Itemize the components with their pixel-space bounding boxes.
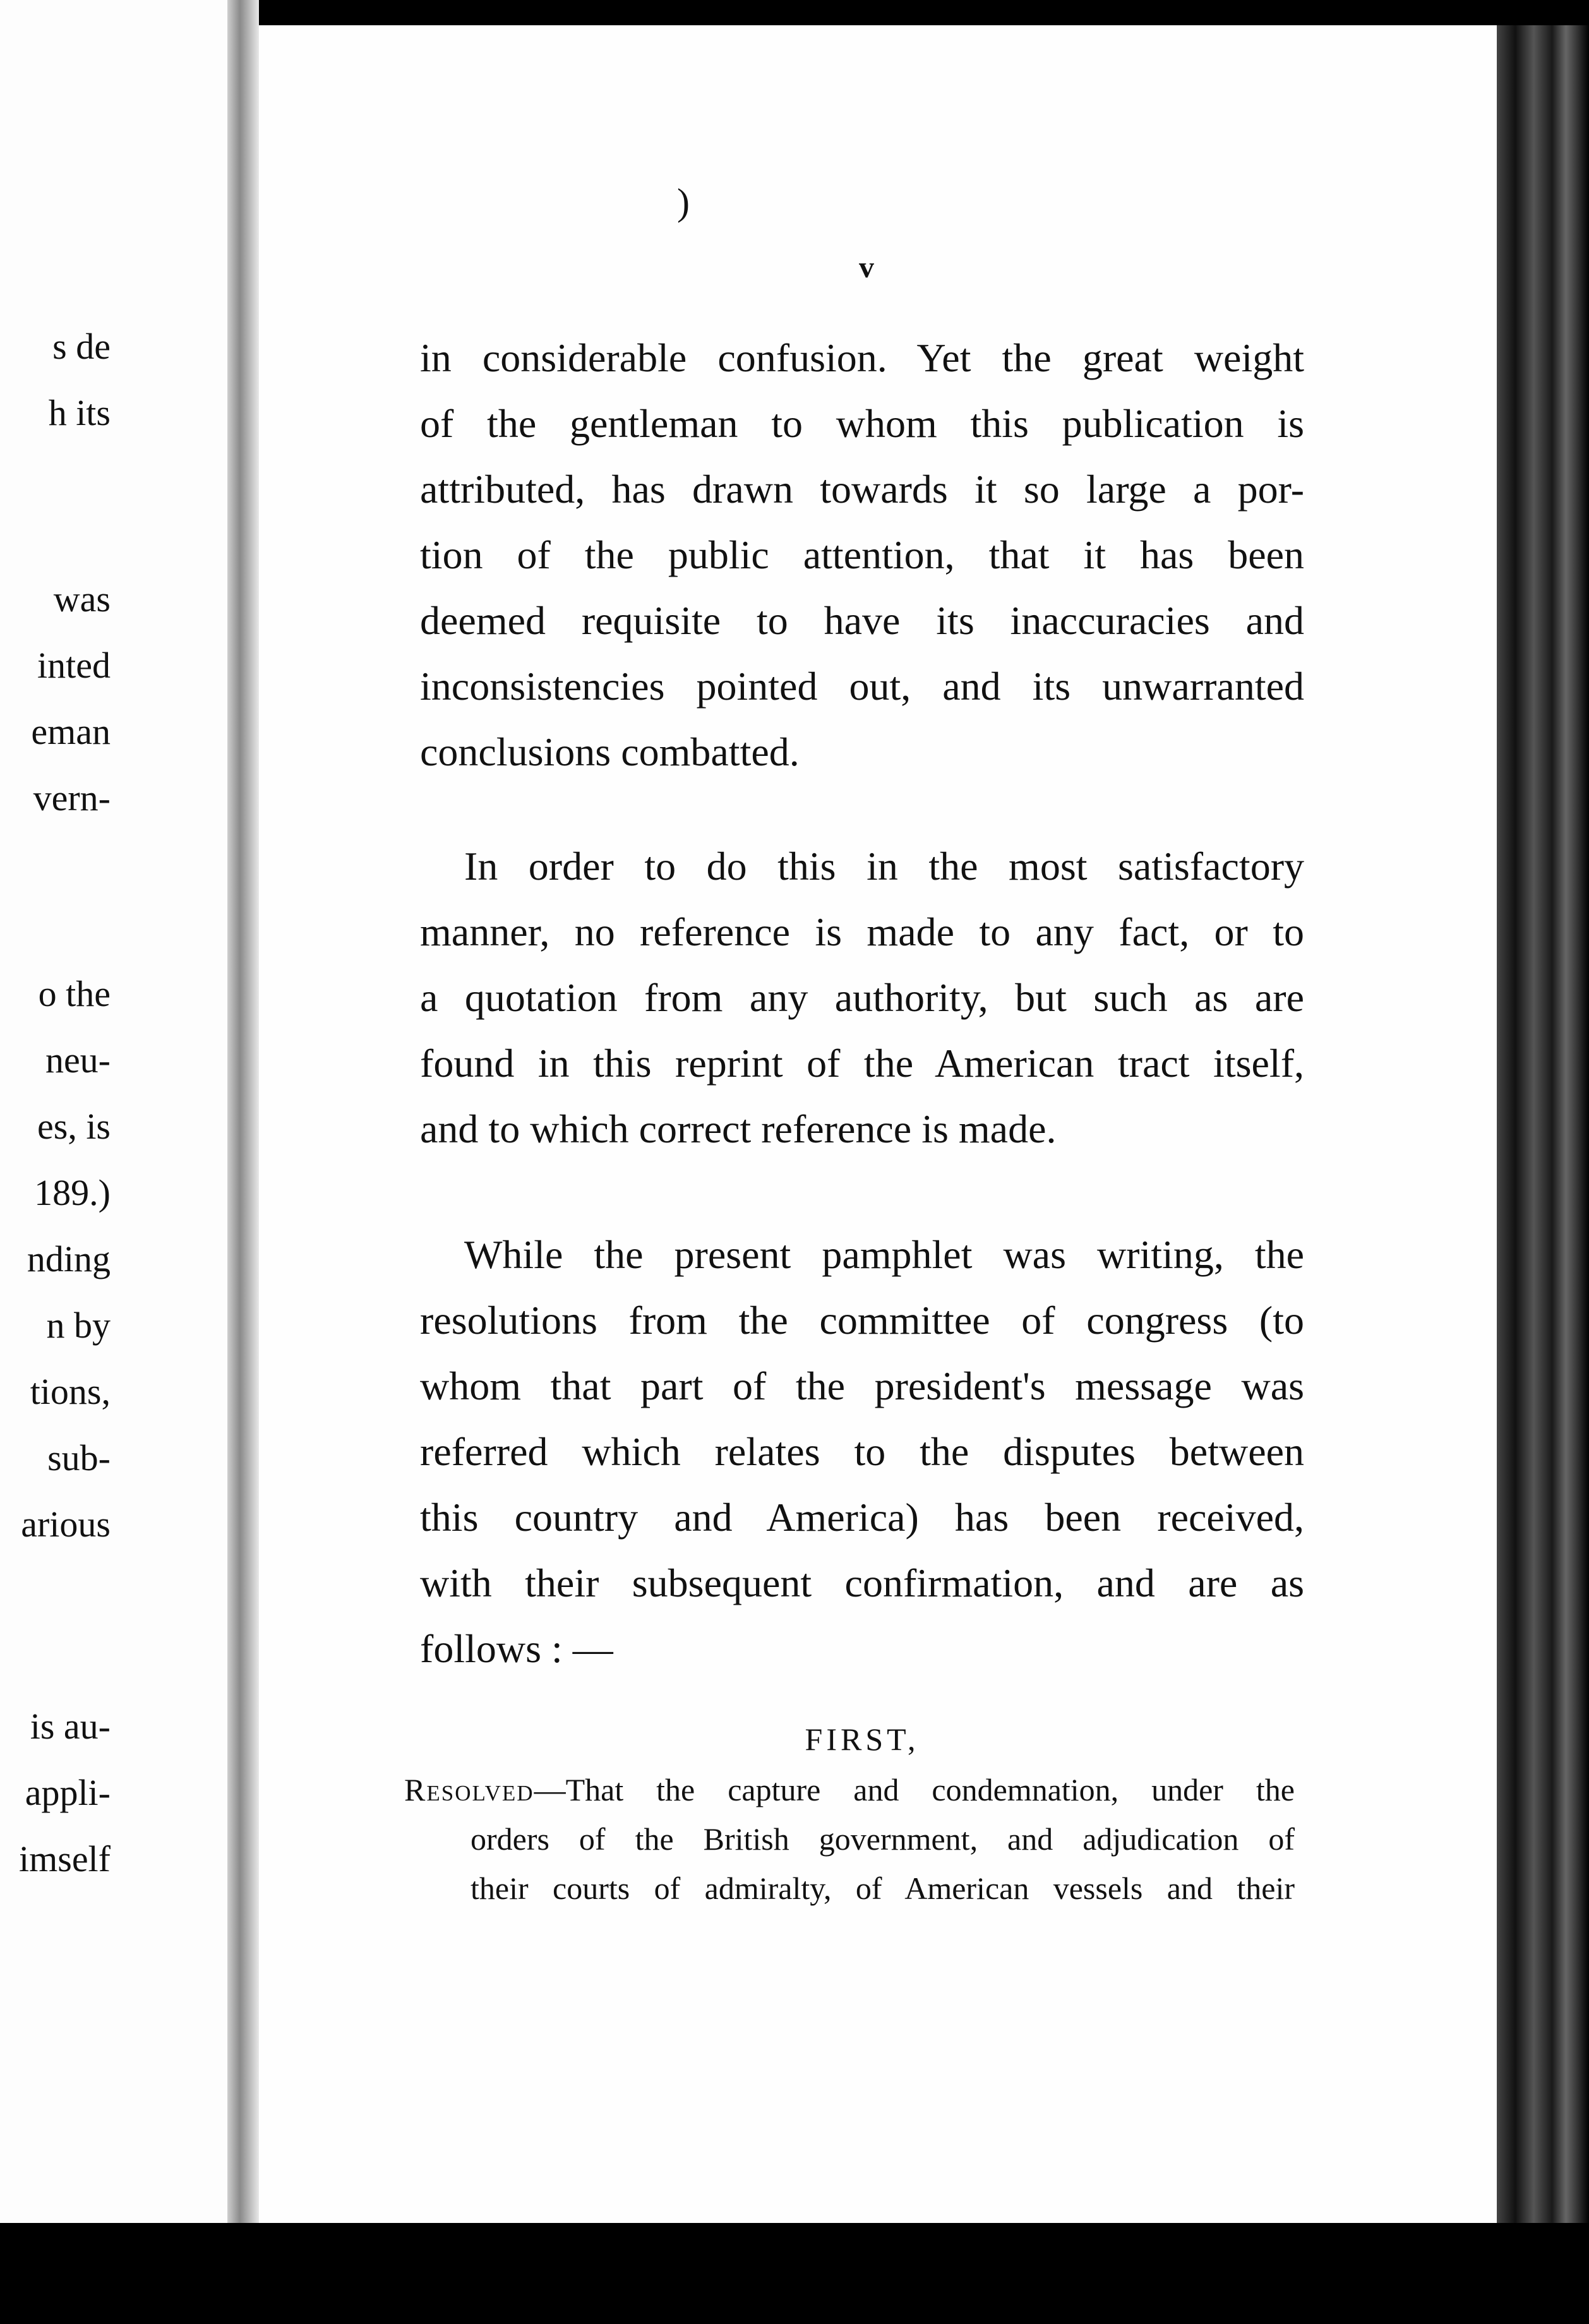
text-line: referred which relates to the disputes between [420, 1429, 1304, 1474]
left-page-line: was [53, 578, 111, 620]
section-heading: FIRST, [805, 1722, 920, 1757]
text-line: found in this reprint of the American tract itself, [420, 1041, 1304, 1086]
resolution-line: their courts of admiralty, of American vessels and their [471, 1871, 1295, 1906]
left-page-line: nding [27, 1238, 111, 1279]
text-line: in considerable confusion. Yet the great weight [420, 335, 1304, 380]
left-page-line: imself [19, 1838, 111, 1879]
text-line: attributed, has drawn towards it so large a por- [420, 467, 1304, 512]
left-page-line: sub- [47, 1437, 111, 1478]
left-page-line: vern- [33, 777, 111, 818]
book-gutter [227, 0, 259, 2223]
left-page-line: h its [48, 392, 111, 433]
left-page-line: s de [52, 326, 111, 367]
left-page-line: neu- [45, 1039, 111, 1081]
left-page-line: arious [21, 1504, 111, 1545]
text-line: with their subsequent confirmation, and are as [420, 1560, 1304, 1605]
left-page-line: 189.) [34, 1172, 111, 1213]
paragraph-2 [420, 834, 1304, 1162]
text-line: and to which correct reference is made. [420, 1106, 1057, 1151]
left-page-line: inted [37, 645, 111, 686]
text-line: inconsistencies pointed out, and its unwarranted [420, 664, 1304, 709]
text-line: this country and America) has been received, [420, 1495, 1304, 1540]
resolution-line: orders of the British government, and adjudication of [471, 1821, 1295, 1857]
resolution-lead: Resolved [404, 1772, 534, 1807]
text-line: of the gentleman to whom this publication is [420, 401, 1304, 446]
text-line: In order to do this in the most satisfactory [464, 844, 1304, 889]
left-page [0, 0, 240, 2223]
left-page-line: es, is [37, 1106, 111, 1147]
paragraph-1 [420, 325, 1304, 785]
text-line: tion of the public attention, that it has been [420, 532, 1304, 577]
resolution-line [404, 1765, 1295, 1814]
left-page-line: is au- [30, 1706, 111, 1747]
left-page-line: o the [38, 973, 111, 1014]
text-line: deemed requisite to have its inaccuracies and [420, 598, 1304, 643]
left-page-line: eman [31, 711, 111, 752]
paragraph-3 [420, 1222, 1304, 1682]
text-line: resolutions from the committee of congress (to [420, 1298, 1304, 1343]
page-marker: v [859, 251, 874, 284]
left-page-line: appli- [25, 1772, 111, 1813]
text-line: a quotation from any authority, but such as are [420, 975, 1304, 1020]
text-line: conclusions combatted. [420, 729, 800, 774]
text-line: follows : — [420, 1626, 613, 1671]
text-line: whom that part of the president's message was [420, 1363, 1304, 1408]
text-line: manner, no reference is made to any fact, or to [420, 909, 1304, 954]
scan-border [0, 2223, 1589, 2324]
resolution-block [404, 1765, 1295, 1913]
ink-mark: ) [677, 181, 690, 223]
left-page-line: tions, [30, 1371, 111, 1412]
text-line: While the present pamphlet was writing, the [464, 1232, 1304, 1277]
page-edge [1497, 25, 1589, 2223]
resolution-text: —That the capture and condemnation, under the [534, 1772, 1295, 1807]
left-page-line: n by [46, 1305, 111, 1346]
